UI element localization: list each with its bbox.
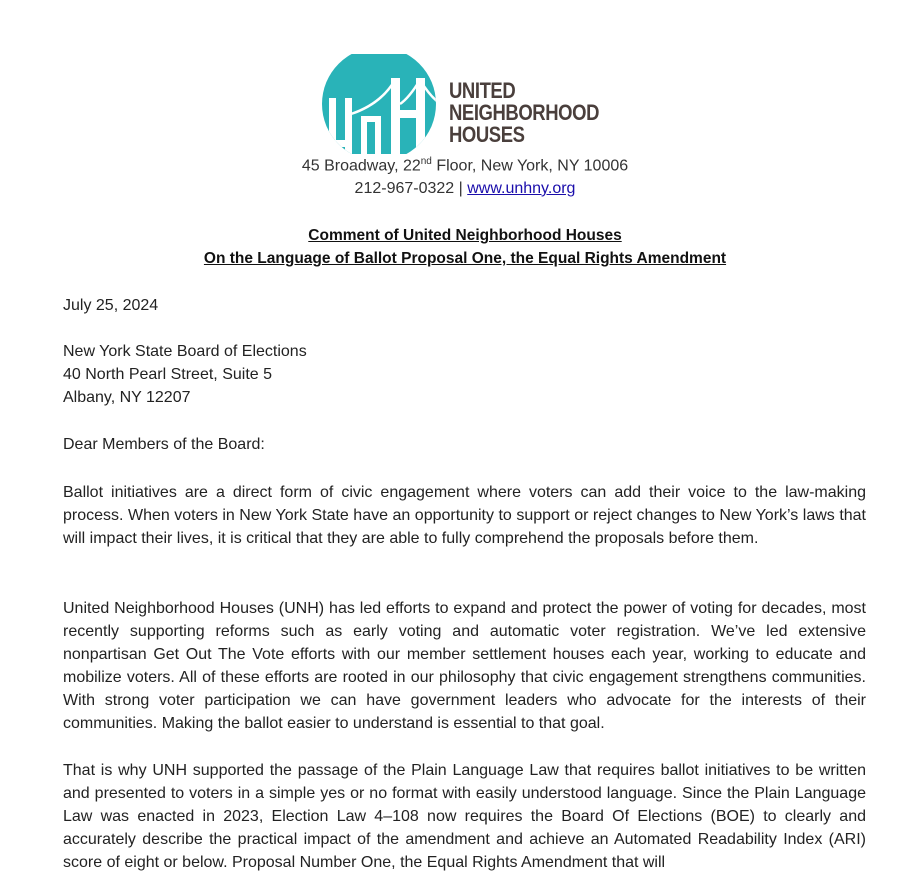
org-website-link[interactable]: www.unhny.org (467, 180, 576, 197)
unh-logo (321, 54, 621, 154)
logo-line-2: NEIGHBORHOOD (449, 100, 599, 125)
org-address (0, 156, 924, 175)
address-city: Floor, New York, NY 10006 (431, 157, 629, 175)
paragraph-text: Ballot initiatives are a direct form of civic engagement where voters can add their voice to the law-making process. When voters in New York State have an opportunity to support or reject changes to New York’s laws that will impact their lives, it is critical that they are able to fully comprehend the proposals before them. (63, 484, 866, 547)
org-phone: 212-967-0322 | (354, 180, 468, 197)
unh-logo-mark (321, 54, 441, 154)
address-floor-suffix: nd (420, 156, 432, 167)
document-title-line-2: On the Language of Ballot Proposal One, the Equal Rights Amendment (203, 250, 727, 267)
logo-wordmark (449, 80, 599, 146)
paragraph-3 (63, 759, 866, 874)
paragraph-text: That is why UNH supported the passage of the Plain Language Law that requires ballot initiatives to be written and presented to voters in a simple yes or no format with easily understood language. Since the Plain Language Law was enacted in 2023, Election Law 4–108 now requires the Board Of Elections (BOE) to clearly and accurately describe the practical impact of the amendment and achieve an Automated Readability Index (ARI) score of eight or below. Proposal Number One, the Equal Rights Amendment that will (63, 762, 866, 871)
document-title-line-1: Comment of United Neighborhood Houses (308, 227, 622, 244)
logo-line-1: UNITED (449, 78, 516, 103)
recipient-name: New York State Board of Elections (63, 343, 307, 360)
recipient-street: 40 North Pearl Street, Suite 5 (63, 366, 272, 383)
recipient-city: Albany, NY 12207 (63, 389, 191, 406)
paragraph-text: United Neighborhood Houses (UNH) has led efforts to expand and protect the power of voting for decades, most recently supporting reforms such as early voting and automatic voter registration. We’ve led extensive nonpartisan Get Out The Vote efforts with our member settlement houses each year, working to educate and mobilize voters. All of these efforts are rooted in our philosophy that civic engagement strengthens communities. With strong voter participation we can have government leaders who advocate for the interests of their communities. Making the ballot easier to understand is essential to that goal. (63, 600, 866, 732)
address-street: 45 Broadway, 22 (301, 157, 421, 175)
letter-date: July 25, 2024 (63, 297, 159, 314)
paragraph-1 (63, 481, 866, 550)
salutation: Dear Members of the Board: (63, 436, 265, 453)
paragraph-2 (63, 597, 866, 735)
org-contact (0, 180, 924, 198)
logo-line-3: HOUSES (449, 122, 525, 147)
